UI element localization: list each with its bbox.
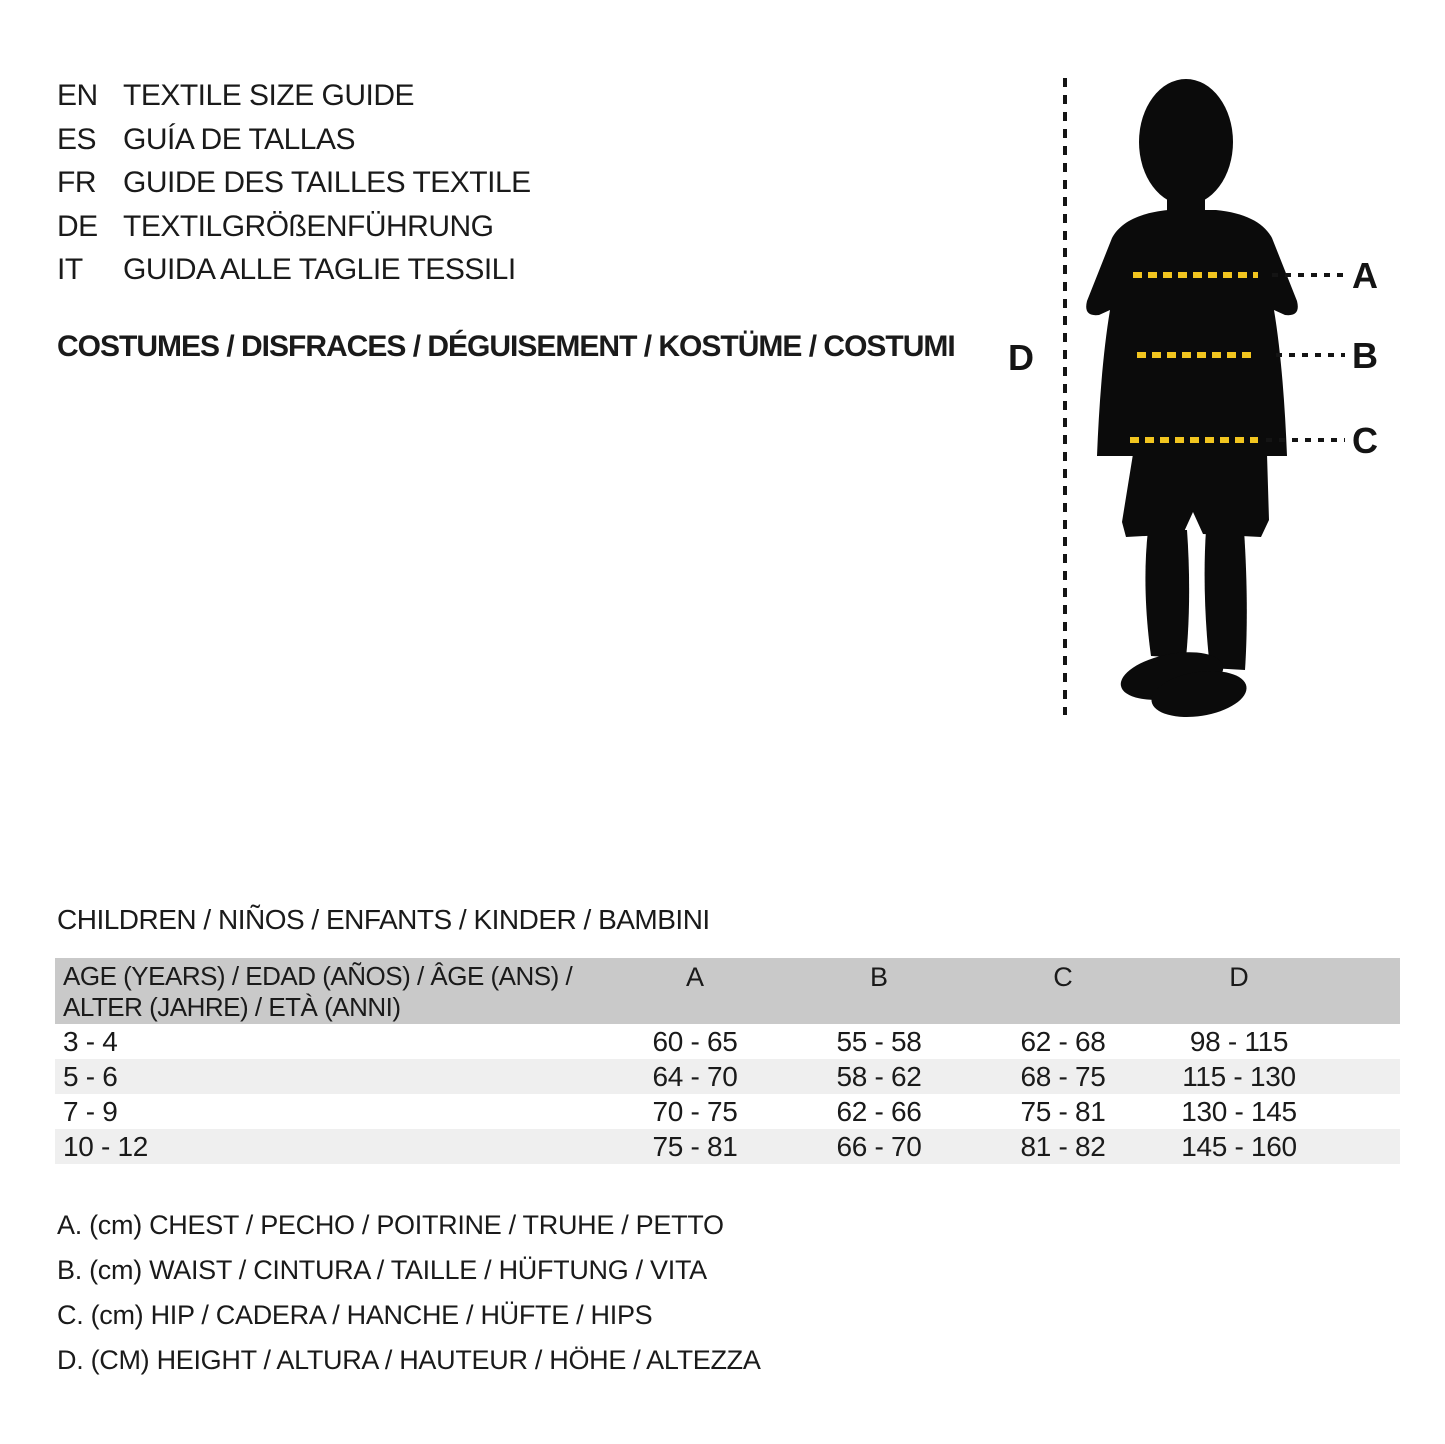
table-row [55,1059,1400,1094]
age-header-line2: ALTER (JAHRE) / ETÀ (ANNI) [63,992,401,1022]
lang-row-en [57,74,531,118]
lang-code: FR [57,166,96,200]
lang-title: GUÍA DE TALLAS [123,122,355,156]
height-cell: 130 - 145 [1181,1096,1297,1127]
size-table-header [55,958,1400,1024]
hip-cell: 81 - 82 [1020,1131,1106,1162]
waist-cell: 55 - 58 [836,1026,922,1057]
legend-item-chest: A. (cm) CHEST / PECHO / POITRINE / TRUHE / PETTO [57,1210,724,1240]
chest-cell: 75 - 81 [652,1131,738,1162]
lang-title: GUIDA ALLE TAGLIE TESSILI [123,253,516,287]
lang-title: TEXTILE SIZE GUIDE [123,79,415,112]
measure-label-d: D [1008,337,1034,378]
lang-row-es [57,118,531,162]
age-cell: 10 - 12 [63,1131,149,1162]
age-header-line1: AGE (YEARS) / EDAD (AÑOS) / ÂGE (ANS) / [63,961,573,991]
age-cell: 7 - 9 [63,1096,118,1127]
measure-label-b: B [1352,335,1378,376]
table-row [55,1129,1400,1164]
measure-label-c: C [1352,420,1378,461]
age-cell: 3 - 4 [63,1026,118,1057]
lang-code: ES [57,122,97,156]
lang-title: TEXTILGRÖßENFÜHRUNG [123,209,494,243]
waist-cell: 58 - 62 [836,1061,922,1092]
lang-row-it [57,248,531,292]
height-cell: 115 - 130 [1182,1061,1296,1092]
legend-item-hip: C. (cm) HIP / CADERA / HANCHE / HÜFTE / HIPS [57,1300,653,1330]
chest-cell: 70 - 75 [652,1096,738,1127]
column-header-b: B [869,962,888,992]
table-row [55,1094,1400,1129]
child-silhouette-graphic [1000,60,1445,740]
children-section-title: CHILDREN / NIÑOS / ENFANTS / KINDER / BAMBINI [57,904,710,935]
legend-item-height: D. (CM) HEIGHT / ALTURA / HAUTEUR / HÖHE / ALTEZZA [57,1345,761,1375]
hip-cell: 62 - 68 [1020,1026,1106,1057]
column-header-d: D [1229,962,1249,992]
lang-row-de [57,205,531,249]
column-header-a: A [685,962,704,992]
size-table [55,958,1400,1164]
height-cell: 98 - 115 [1189,1026,1289,1057]
language-title-list [57,74,531,292]
chest-cell: 60 - 65 [652,1026,738,1057]
measure-label-a: A [1352,255,1378,296]
column-header-c: C [1053,962,1073,992]
lang-code: DE [57,209,98,243]
lang-code: EN [57,79,98,112]
measurement-legend [57,1203,761,1383]
lang-title: GUIDE DES TAILLES TEXTILE [123,166,531,200]
height-cell: 145 - 160 [1181,1131,1297,1162]
legend-item-waist: B. (cm) WAIST / CINTURA / TAILLE / HÜFTUNG / VITA [57,1255,707,1285]
measurement-figure [1000,60,1445,740]
lang-code: IT [57,253,83,287]
lang-row-fr [57,161,531,205]
category-title: COSTUMES / DISFRACES / DÉGUISEMENT / KOSTÜME / COSTUMI [57,330,955,363]
hip-cell: 75 - 81 [1020,1096,1106,1127]
child-silhouette [1086,79,1298,723]
table-row [55,1024,1400,1059]
waist-cell: 66 - 70 [836,1131,922,1162]
chest-cell: 64 - 70 [652,1061,738,1092]
age-cell: 5 - 6 [63,1061,118,1092]
hip-cell: 68 - 75 [1020,1061,1106,1092]
waist-cell: 62 - 66 [836,1096,922,1127]
age-column-header [55,958,603,1024]
